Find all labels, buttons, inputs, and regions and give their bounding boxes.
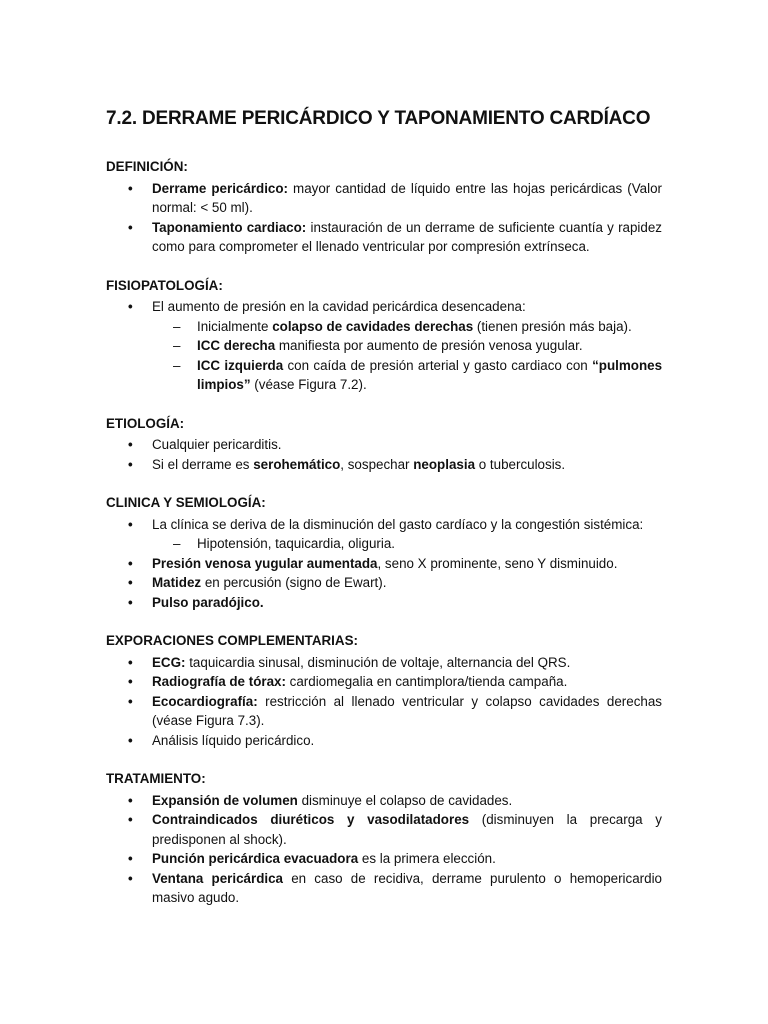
bullet-item: [106, 297, 662, 395]
section-heading: TRATAMIENTO:: [106, 771, 206, 786]
bullet-item: [106, 455, 662, 475]
bullet-list: [106, 653, 662, 751]
section: [106, 157, 662, 257]
bold-text: “pulmones limpios”: [197, 357, 663, 392]
bullet-list: [106, 515, 662, 613]
bullet-item: [106, 692, 662, 731]
bold-text: Presión venosa yugular aumentada: [152, 555, 378, 571]
sub-list: [152, 534, 662, 554]
text-run: disminuye el colapso de cavidades.: [297, 792, 513, 808]
text-run: (véase Figura 7.2).: [250, 377, 367, 392]
bullet-item: [106, 672, 662, 692]
sub-item: [152, 317, 662, 337]
bold-text: ICC izquierda: [197, 357, 284, 373]
bold-text: Punción pericárdica evacuadora: [152, 851, 359, 866]
bullet-item: [106, 653, 662, 673]
text-run: La clínica se deriva de la disminución del gasto cardíaco y la congestión sistémica:: [152, 516, 644, 532]
sub-item: [152, 356, 662, 395]
text-run: Análisis líquido pericárdico.: [152, 732, 315, 748]
text-run: cardiomegalia en cantimplora/tienda campaña.: [285, 674, 568, 689]
bold-text: Ecocardiografía:: [152, 693, 258, 709]
bullet-item: [106, 515, 662, 554]
bullet-item: [106, 731, 662, 751]
text-run: El aumento de presión en la cavidad pericárdica desencadena:: [152, 299, 526, 314]
text-run: o tuberculosis.: [475, 456, 566, 472]
text-run: mayor cantidad de líquido entre las hojas pericárdicas (Valor normal: < 50 ml).: [152, 180, 662, 215]
bullet-list: [106, 435, 662, 474]
text-run: taquicardia sinusal, disminución de voltaje, alternancia del QRS.: [185, 654, 571, 670]
bold-text: ECG:: [152, 654, 186, 670]
bullet-item: [106, 593, 662, 613]
bullet-item: [106, 179, 662, 218]
bold-text: Contraindicados diuréticos y vasodilatadores: [152, 812, 470, 827]
section-heading: DEFINICIÓN:: [106, 159, 188, 174]
sub-list: [152, 317, 662, 395]
sub-item: [152, 534, 662, 554]
text-run: manifiesta por aumento de presión venosa yugular.: [275, 338, 583, 353]
bold-text: colapso de cavidades derechas: [272, 318, 474, 334]
bullet-item: [106, 573, 662, 593]
bullet-item: [106, 791, 662, 811]
section-heading: FISIOPATOLOGÍA:: [106, 277, 223, 293]
text-run: con caída de presión arterial y gasto cardiaco con: [283, 357, 593, 373]
bullet-item: [106, 849, 662, 869]
section: [106, 276, 662, 395]
text-run: restricción al llenado ventricular y colapso cavidades derechas (véase Figura 7.3).: [152, 693, 662, 728]
bold-text: Taponamiento cardiaco:: [152, 219, 307, 235]
bullet-list: [106, 297, 662, 395]
bullet-item: [106, 554, 662, 574]
text-run: (disminuyen la precarga y predisponen al shock).: [152, 812, 662, 847]
bullet-item: [106, 869, 662, 908]
text-run: , seno X prominente, seno Y disminuido.: [377, 555, 618, 571]
bullet-item: [106, 810, 662, 849]
text-run: Si el derrame es: [152, 456, 254, 472]
bold-text: ICC derecha: [197, 338, 276, 353]
sections-container: [106, 157, 662, 908]
text-run: Hipotensión, taquicardia, oliguria.: [197, 536, 396, 551]
text-run: instauración de un derrame de suficiente cuantía y rapidez como para comprometer el llenado ventricular por compresión extrínseca.: [152, 219, 662, 254]
section-heading: CLINICA Y SEMIOLOGÍA:: [106, 495, 266, 510]
bullet-item: [106, 435, 662, 455]
section: [106, 631, 662, 750]
page-title: 7.2. DERRAME PERICÁRDICO Y TAPONAMIENTO CARDÍACO: [106, 108, 651, 129]
section: [106, 493, 662, 612]
section-heading: EXPORACIONES COMPLEMENTARIAS:: [106, 633, 358, 648]
bold-text: Derrame pericárdico:: [152, 180, 289, 196]
bold-text: Ventana pericárdica: [152, 870, 284, 886]
text-run: en caso de recidiva, derrame purulento o hemopericardio masivo agudo.: [152, 870, 662, 905]
bullet-list: [106, 179, 662, 257]
bold-text: neoplasia: [413, 456, 476, 472]
text-run: , sospechar: [340, 456, 414, 472]
section: [106, 414, 662, 475]
bold-text: Radiografía de tórax:: [152, 674, 286, 689]
bullet-item: [106, 218, 662, 257]
section: [106, 769, 662, 908]
text-run: en percusión (signo de Ewart).: [201, 575, 387, 590]
bold-text: Matidez: [152, 575, 202, 590]
bold-text: Expansión de volumen: [152, 792, 298, 808]
bold-text: Pulso paradójico.: [152, 594, 264, 610]
sub-item: [152, 336, 662, 356]
text-run: Inicialmente: [197, 318, 273, 334]
text-run: Cualquier pericarditis.: [152, 437, 282, 452]
text-run: es la primera elección.: [358, 851, 496, 866]
section-heading: ETIOLOGÍA:: [106, 415, 185, 431]
text-run: (tienen presión más baja).: [473, 318, 632, 334]
bold-text: serohemático: [253, 456, 341, 472]
bullet-list: [106, 791, 662, 908]
